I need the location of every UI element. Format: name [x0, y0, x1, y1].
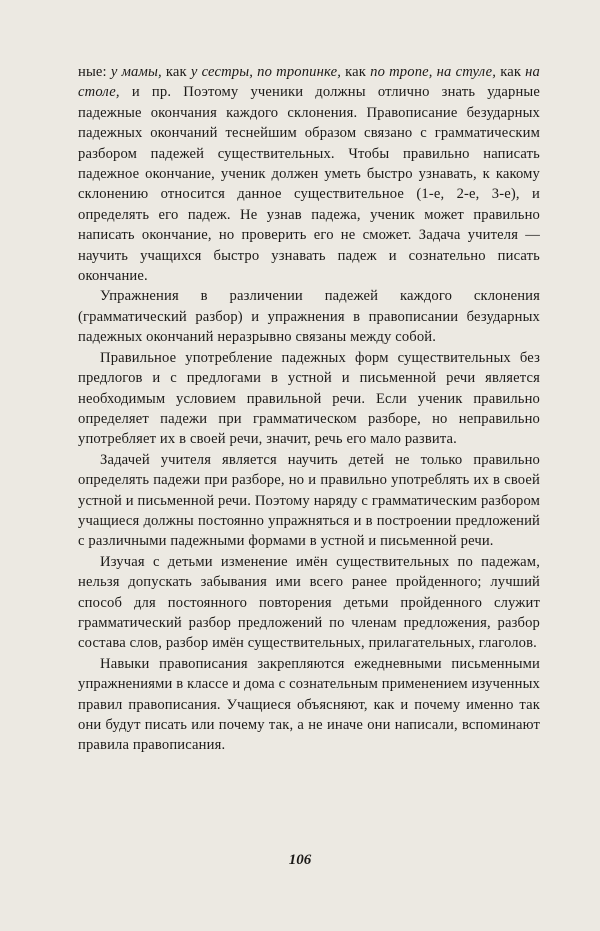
paragraph — [78, 654, 540, 756]
italic-example-text: по тропе, на стуле, — [370, 64, 497, 80]
paragraph-text: как — [161, 64, 191, 80]
paragraph — [78, 62, 540, 286]
paragraph-text: Изучая с детьми изменение имён существительных по падежам, нельзя допускать забывания ими всего ранее пройденного; лучший способ для постоянного повторения детьми пройденного служит грамматический разбор предложений по членам предложения, разбор состава слов, разбор имён существительных, прилагательных, глаголов. — [78, 553, 540, 652]
paragraph-text: Задачей учителя является научить детей не только правильно определять падежи при разборе, но и правильно употреблять их в своей устной и письменной речи. Поэтому наряду с грамматическим разбором учащиеся должны постоянно упражняться и в построении предложений с различными падежными формами в устной и письменной речи. — [78, 451, 540, 550]
paragraph-text: и пр. Поэтому ученики должны отлично знать ударные падежные окончания каждого склонения. Правописание безударных падежных окончаний теснейшим образом связано с грамматическим разбором падежей существительных. Чтобы правильно написать падежное окончание, ученик должен уметь быстро узнавать, к какому склонению относится данное существительное (1-е, 2-е, 3-е), и определять его падеж. Не узнав падежа, ученик может правильно написать окончание, но проверить его не сможет. Задача учителя — научить учащихся быстро узнавать падеж и сознательно писать окончание. — [78, 84, 540, 285]
paragraph-text: Упражнения в различении падежей каждого склонения (грамматический разбор) и упражнения в правописании безударных падежных окончаний неразрывно связаны между собой. — [78, 288, 540, 346]
paragraph-text: ные: — [78, 64, 111, 80]
paragraph — [78, 552, 540, 654]
italic-example-text: у мамы, — [110, 64, 162, 80]
paragraph-text: как — [496, 64, 526, 80]
paragraph — [78, 450, 540, 552]
paragraph-text: как — [341, 64, 371, 80]
paragraph — [78, 348, 540, 450]
italic-example-text: на столе, — [78, 64, 541, 101]
paragraph-text: Навыки правописания закрепляются ежедневными письменными упражнениями в классе и дома с сознательным применением изученных правил правописания. Учащиеся объясняют, как и почему именно так они будут писать или почему так, а не иначе они написали, вспоминают правила правописания. — [78, 655, 540, 754]
italic-example-text: у сестры, по тропинке, — [190, 64, 342, 80]
page-number: 106 — [288, 852, 312, 868]
paragraph — [78, 286, 540, 347]
paragraph-text: Правильное употребление падежных форм существительных без предлогов и с предлогами в устной и письменной речи является необходимым условием правильной речи. Если ученик правильно определяет падежи при грамматическом разборе, но неправильно употребляет их в своей речи, значит, речь его мало развита. — [78, 349, 540, 448]
page-body — [78, 62, 540, 756]
